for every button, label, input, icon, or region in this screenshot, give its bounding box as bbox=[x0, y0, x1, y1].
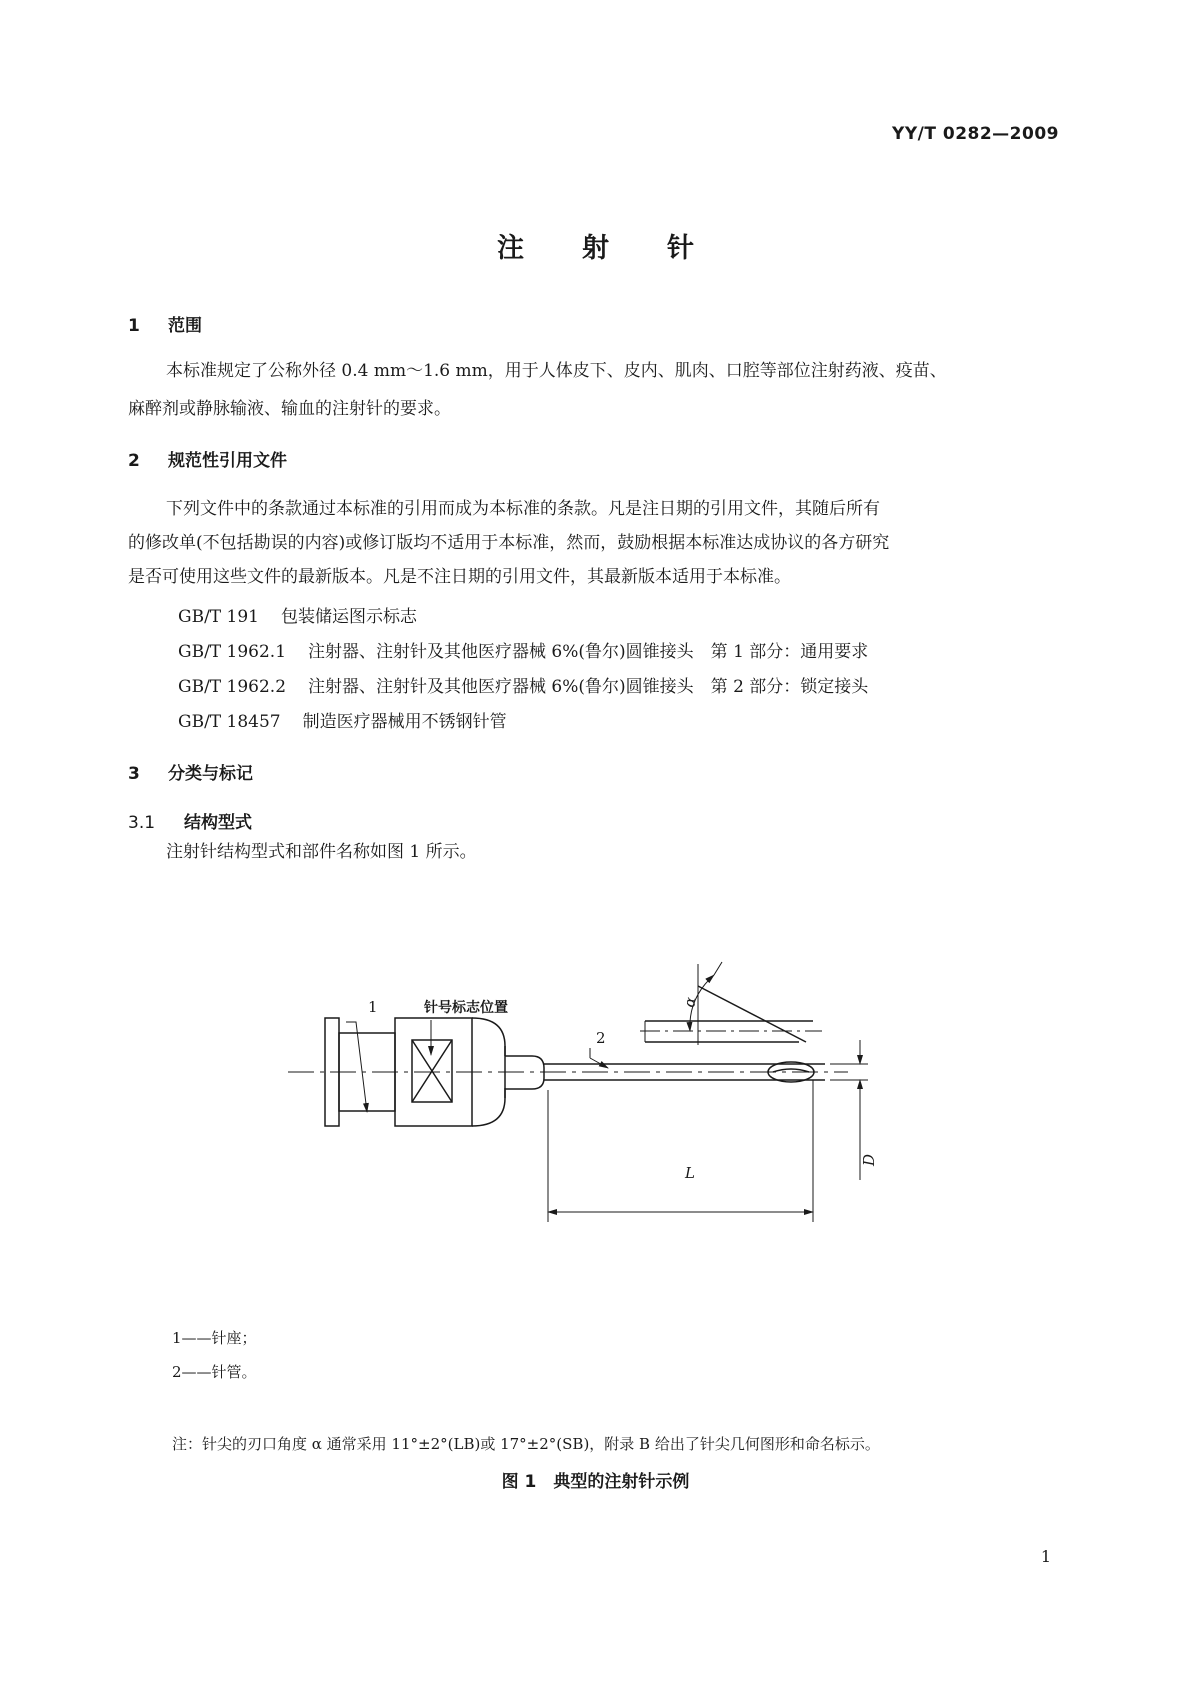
reference-title: 包装储运图示标志 bbox=[281, 607, 417, 627]
figure-caption: 图 1 典型的注射针示例 bbox=[501, 1472, 690, 1492]
standard-number: YY/T 0282—2009 bbox=[892, 124, 1059, 144]
tip-detail-bevel bbox=[698, 986, 806, 1042]
label-L: L bbox=[685, 1164, 695, 1182]
label-2: 2 bbox=[596, 1029, 606, 1047]
section-number: 2 bbox=[128, 451, 140, 471]
section-title: 范围 bbox=[168, 316, 202, 336]
sec2-line-3: 是否可使用这些文件的最新版本。凡是不注日期的引用文件，其最新版本适用于本标准。 bbox=[128, 567, 791, 587]
reference-code: GB/T 1962.2 bbox=[178, 677, 287, 697]
sec2-line-1: 下列文件中的条款通过本标准的引用而成为本标准的条款。凡是注日期的引用文件，其随后所有 bbox=[166, 499, 880, 519]
figure-note: 注：针尖的刃口角度 α 通常采用 11°±2°(LB)或 17°±2°(SB)，附录 B 给出了针尖几何图形和命名标示。 bbox=[172, 1435, 880, 1453]
sec1-line-1: 本标准规定了公称外径 0.4 mm～1.6 mm，用于人体皮下、皮内、肌肉、口腔等部位注射药液、疫苗、 bbox=[166, 361, 947, 381]
page-number: 1 bbox=[1040, 1547, 1051, 1566]
reference-title: 制造医疗器械用不锈钢针管 bbox=[302, 712, 507, 732]
sec2-line-2: 的修改单(不包括勘误的内容)或修订版均不适用于本标准，然而，鼓励根据本标准达成协议的各方研究 bbox=[128, 533, 890, 553]
angle-leader bbox=[714, 962, 722, 975]
label-alpha: α bbox=[680, 995, 700, 1009]
leader-2 bbox=[590, 1058, 608, 1068]
sec31-line: 注射针结构型式和部件名称如图 1 所示。 bbox=[166, 842, 477, 862]
figure-key-item: 1——针座； bbox=[172, 1329, 257, 1347]
reference-title: 注射器、注射针及其他医疗器械 6%(鲁尔)圆锥接头 第 2 部分：锁定接头 bbox=[308, 677, 869, 697]
reference-code: GB/T 191 bbox=[178, 607, 259, 627]
sec1-line-2: 麻醉剂或静脉输液、输血的注射针的要求。 bbox=[128, 399, 451, 419]
reference-title: 注射器、注射针及其他医疗器械 6%(鲁尔)圆锥接头 第 1 部分：通用要求 bbox=[308, 642, 869, 662]
section-number: 3 bbox=[128, 764, 140, 784]
reference-code: GB/T 1962.1 bbox=[178, 642, 287, 662]
label-mark-position: 针号标志位置 bbox=[424, 1000, 508, 1016]
figure-key-item: 2——针管。 bbox=[172, 1363, 257, 1381]
section-title: 结构型式 bbox=[184, 813, 252, 833]
reference-code: GB/T 18457 bbox=[178, 712, 281, 732]
label-1: 1 bbox=[368, 998, 378, 1016]
page-title: 注射针 bbox=[497, 233, 752, 264]
section-number: 3.1 bbox=[128, 813, 156, 833]
section-title: 分类与标记 bbox=[168, 764, 253, 784]
leader-1 bbox=[346, 1022, 367, 1112]
section-title: 规范性引用文件 bbox=[168, 451, 287, 471]
section-number: 1 bbox=[128, 316, 140, 336]
label-D: D bbox=[860, 1153, 878, 1166]
